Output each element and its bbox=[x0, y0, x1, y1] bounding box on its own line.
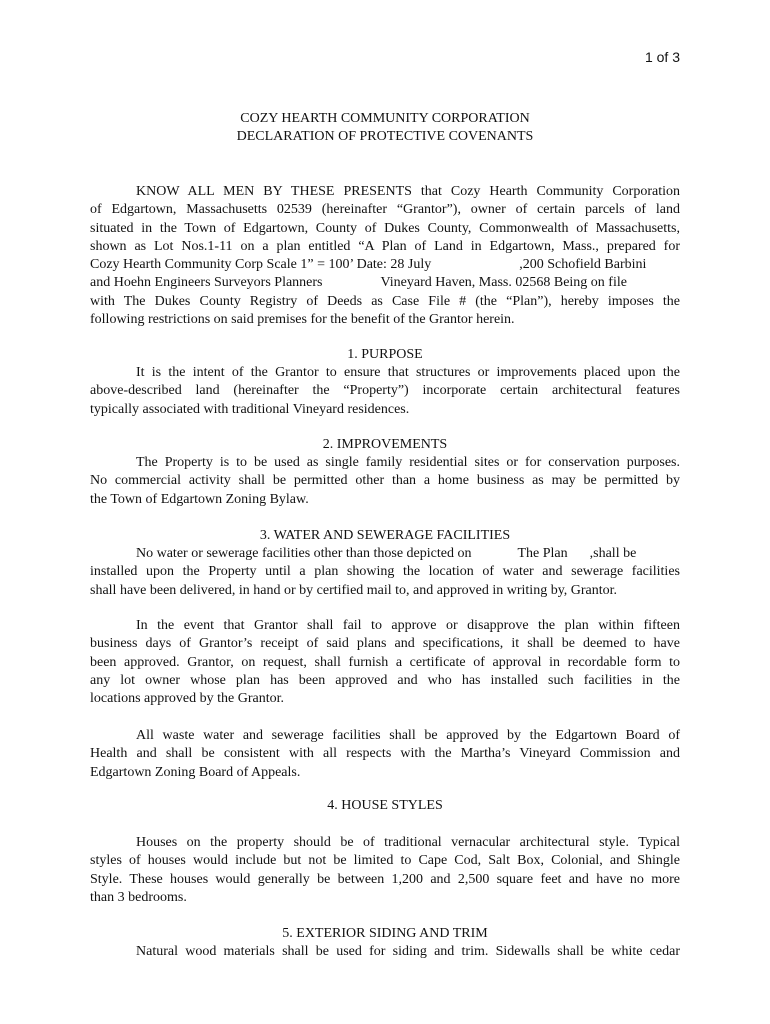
section-heading-house-styles: 4. HOUSE STYLES bbox=[327, 798, 443, 813]
paragraph-line: No commercial activity shall be permitted other than a home business as may be permitted by bbox=[90, 473, 680, 489]
document-title bbox=[90, 110, 680, 147]
paragraph-line: shall have been delivered, in hand or by certified mail to, and approved in writing by, Grantor. bbox=[90, 582, 618, 598]
paragraph-line: styles of houses would include but not be limited to Cape Cod, Salt Box, Colonial, and Shingle bbox=[90, 853, 680, 869]
paragraph-line bbox=[90, 256, 680, 274]
paragraph-line: In the event that Grantor shall fail to approve or disapprove the plan within fifteen bbox=[136, 618, 680, 633]
section-heading-water-sewerage: 3. WATER AND SEWERAGE FACILITIES bbox=[259, 528, 511, 543]
plan-reference: The Plan bbox=[517, 546, 568, 561]
paragraph-line bbox=[90, 545, 680, 563]
facilities-clause: No water or sewerage facilities other than those depicted on bbox=[136, 546, 472, 561]
paragraph-line: situated in the Town of Edgartown, County of Dukes County, Commonwealth of Massachusetts, bbox=[90, 220, 680, 236]
paragraph-line: Natural wood materials shall be used for siding and trim. Sidewalls shall be white cedar bbox=[136, 944, 680, 959]
subtitle-line: DECLARATION OF PROTECTIVE COVENANTS bbox=[236, 129, 534, 145]
paragraph-line: Edgartown Zoning Board of Appeals. bbox=[90, 764, 301, 780]
paragraph-line: the Town of Edgartown Zoning Bylaw. bbox=[90, 491, 309, 507]
section-purpose-body bbox=[90, 364, 680, 419]
plan-year-surveyor: ,200 Schofield Barbini bbox=[519, 257, 647, 273]
paragraph-line: Style. These houses would generally be between 1,200 and 2,500 square feet and have no more bbox=[90, 871, 680, 887]
page-number: 1 of 3 bbox=[644, 49, 680, 65]
paragraph-line: of Edgartown, Massachusetts 02539 (hereinafter “Grantor”), owner of certain parcels of land bbox=[90, 202, 680, 218]
paragraph-line: locations approved by the Grantor. bbox=[90, 691, 285, 707]
paragraph-line: business days of Grantor’s receipt of said plans and specifications, it shall be deemed to have bbox=[90, 636, 680, 652]
section-house-styles-body bbox=[90, 834, 680, 907]
paragraph-line: any lot owner whose plan has been approved and who has installed such facilities in the bbox=[90, 672, 680, 688]
section-improvements-body bbox=[90, 454, 680, 509]
surveyor-location: Vineyard Haven, Mass. 02568 Being on file bbox=[380, 275, 627, 291]
waste-water-paragraph bbox=[90, 727, 680, 782]
plan-scale-date: Cozy Hearth Community Corp Scale 1” = 100’ Date: 28 July bbox=[90, 257, 432, 273]
paragraph-line: following restrictions on said premises for the benefit of the Grantor herein. bbox=[90, 312, 515, 328]
section-heading-improvements: 2. IMPROVEMENTS bbox=[322, 437, 448, 452]
approval-paragraph bbox=[90, 617, 680, 708]
facilities-clause-end: ,shall be bbox=[589, 546, 637, 561]
paragraph-line: All waste water and sewerage facilities shall be approved by the Edgartown Board of bbox=[136, 728, 680, 743]
paragraph-line: The Property is to be used as single family residential sites or for conservation purposes. bbox=[136, 455, 680, 470]
paragraph-line: Houses on the property should be of traditional vernacular architectural style. Typical bbox=[136, 835, 680, 850]
title-line: COZY HEARTH COMMUNITY CORPORATION bbox=[240, 111, 530, 126]
section-heading-exterior-siding: 5. EXTERIOR SIDING AND TRIM bbox=[282, 926, 488, 941]
paragraph-line: above-described land (hereinafter the “Property”) incorporate certain architectural features bbox=[90, 383, 680, 399]
paragraph-line bbox=[90, 274, 680, 292]
paragraph-line: It is the intent of the Grantor to ensure that structures or improvements placed upon the bbox=[136, 365, 680, 380]
paragraph-line: with The Dukes County Registry of Deeds as Case File # (the “Plan”), hereby imposes the bbox=[90, 293, 680, 309]
paragraph-line: typically associated with traditional Vineyard residences. bbox=[90, 401, 410, 417]
paragraph-line: Health and shall be consistent with all respects with the Martha’s Vineyard Commission and bbox=[90, 746, 680, 762]
intro-paragraph bbox=[90, 183, 680, 329]
paragraph-line: shown as Lot Nos.1-11 on a plan entitled “A Plan of Land in Edgartown, Mass., prepared for bbox=[90, 238, 680, 254]
paragraph-line: been approved. Grantor, on request, shall furnish a certificate of approval in recordable form to bbox=[90, 654, 680, 670]
section-exterior-siding-body bbox=[90, 943, 680, 961]
surveyor-name: and Hoehn Engineers Surveyors Planners bbox=[90, 275, 323, 291]
paragraph-line: installed upon the Property until a plan showing the location of water and sewerage facilities bbox=[90, 564, 680, 580]
paragraph-line: KNOW ALL MEN BY THESE PRESENTS that Cozy Hearth Community Corporation bbox=[136, 184, 680, 199]
section-water-sewerage-body bbox=[90, 545, 680, 600]
paragraph-line: than 3 bedrooms. bbox=[90, 889, 187, 905]
section-heading-purpose: 1. PURPOSE bbox=[347, 347, 423, 362]
